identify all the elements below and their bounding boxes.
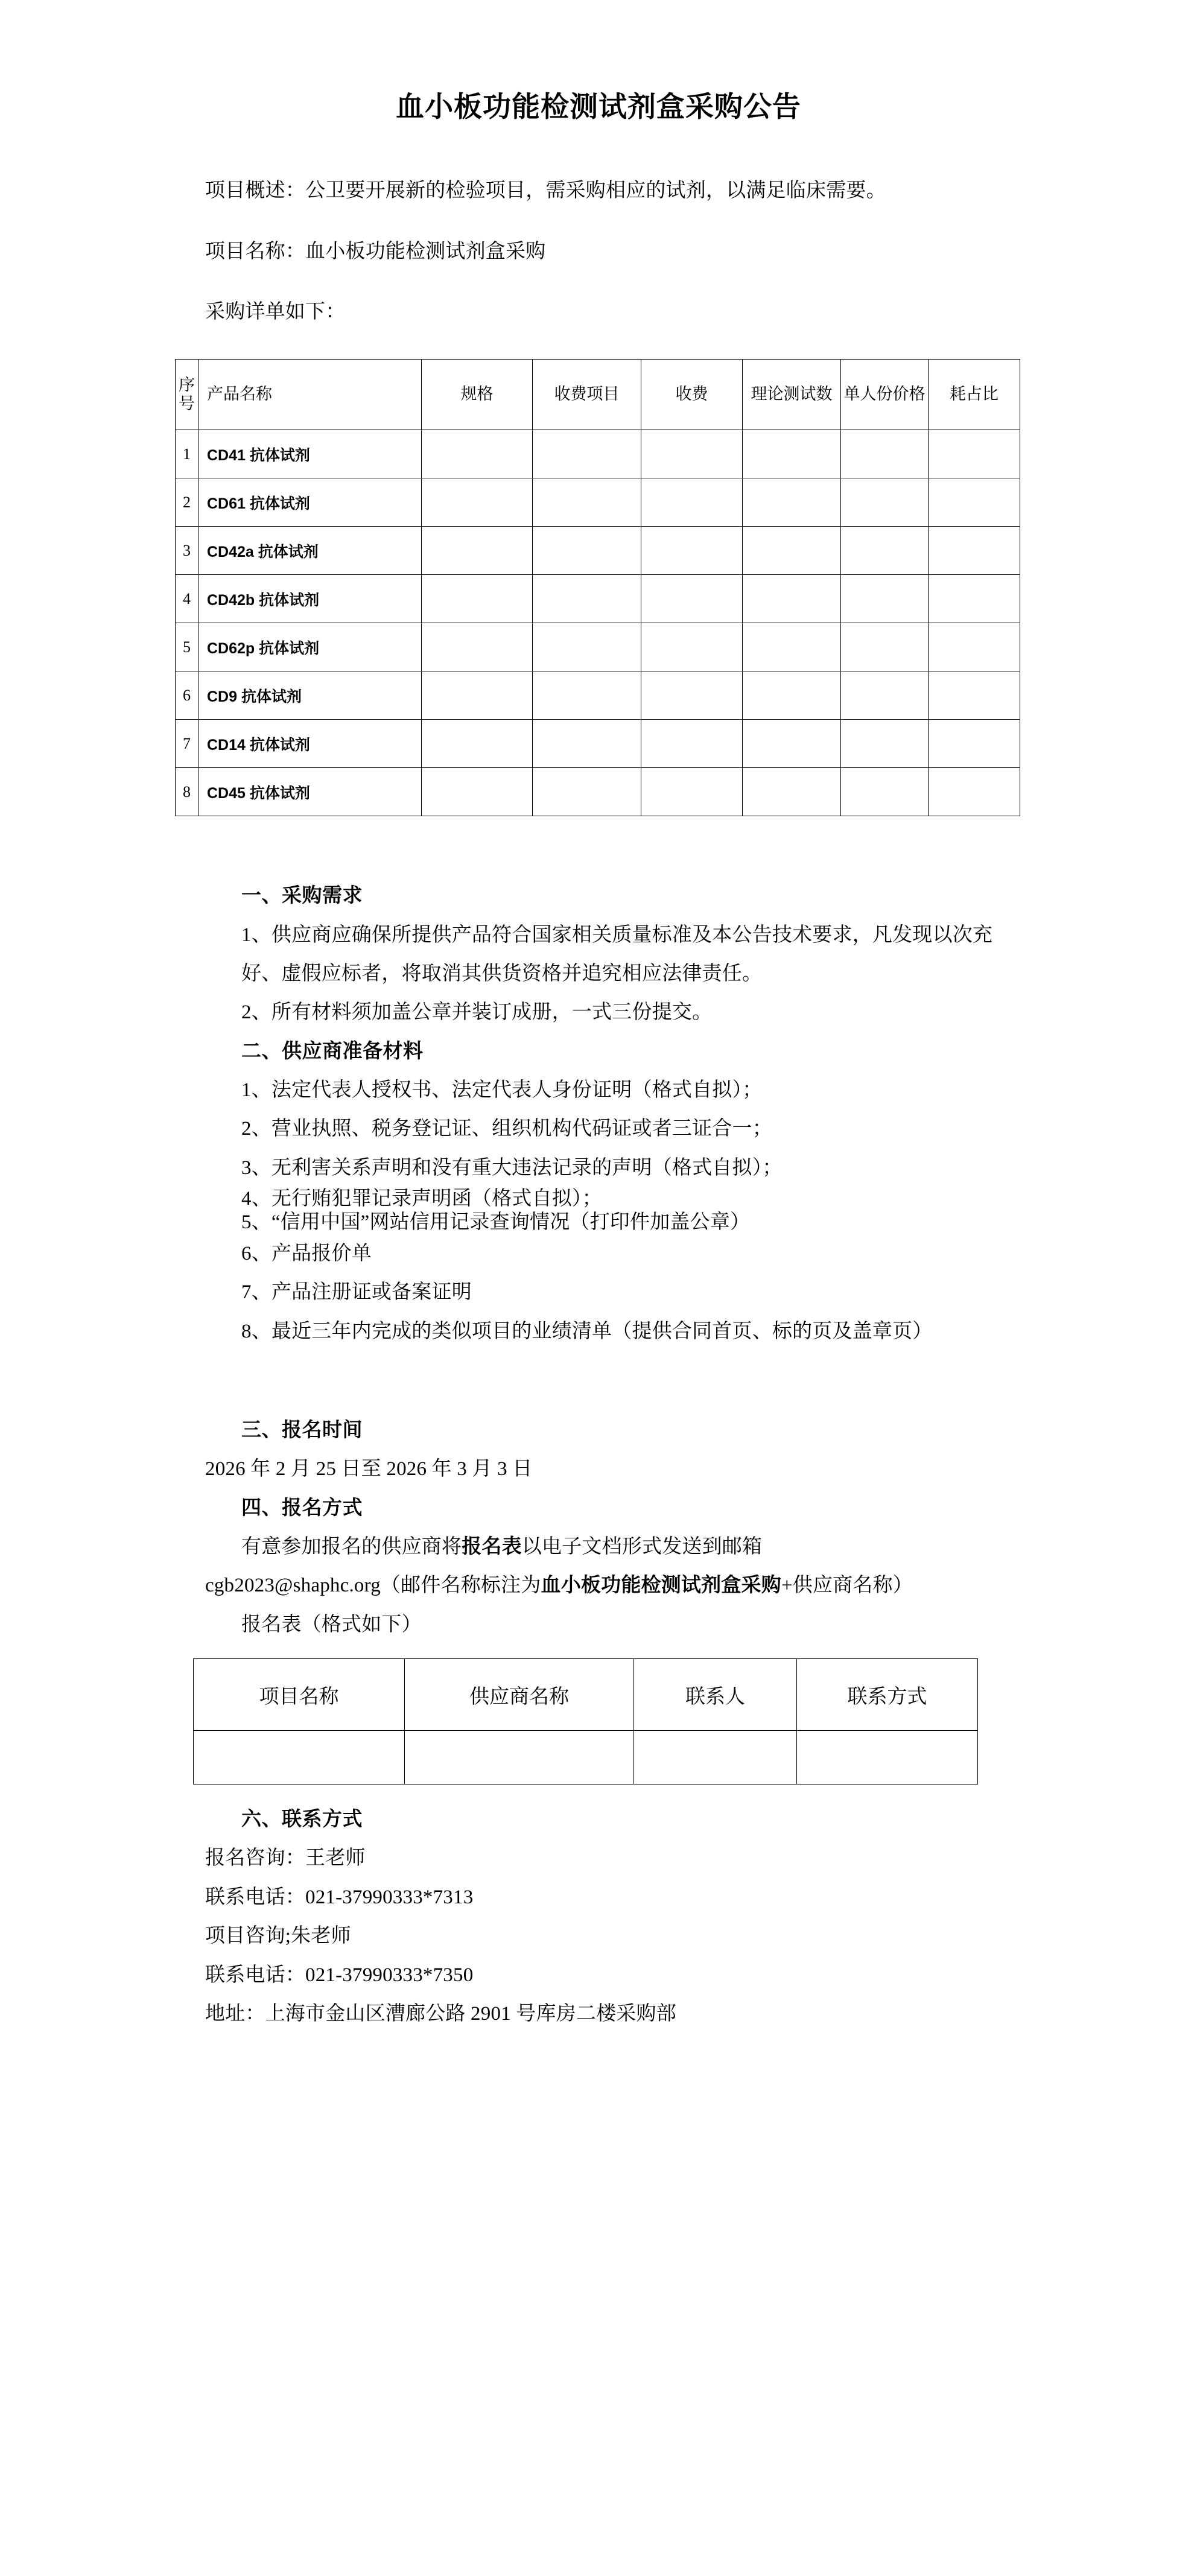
contact-line-phone-1: 联系电话：021-37990333*7313 xyxy=(205,1886,474,1908)
table-row xyxy=(176,720,1020,768)
cell-product-name: CD9 抗体试剂 xyxy=(198,671,422,720)
detail-intro-text: 采购详单如下： xyxy=(205,301,346,323)
project-name-text: 项目名称：血小板功能检测试剂盒采购 xyxy=(205,240,546,262)
registration-time-value: 2026 年 2 月 25 日至 2026 年 3 月 3 日 xyxy=(205,1458,533,1480)
column-header-fee: 收费 xyxy=(641,360,743,430)
email-subject-suffix: +供应商名称） xyxy=(781,1575,913,1597)
cell-ratio xyxy=(929,527,1020,575)
cell-index: 2 xyxy=(176,478,198,527)
cell-tests xyxy=(743,768,841,816)
cell-ratio xyxy=(929,623,1020,671)
cell-fee xyxy=(641,527,743,575)
section-heading-registration-method: 四、报名方式 xyxy=(241,1497,363,1519)
spacer xyxy=(0,1351,1197,1411)
cell-spec xyxy=(422,430,533,478)
cell-fee xyxy=(641,623,743,671)
cell-product-name: CD45 抗体试剂 xyxy=(198,768,422,816)
registration-form-label: 报名表（格式如下） xyxy=(241,1613,422,1635)
cell-fee xyxy=(641,671,743,720)
form-cell-contact-person[interactable] xyxy=(634,1731,797,1784)
cell-ratio xyxy=(929,430,1020,478)
cell-spec xyxy=(422,671,533,720)
cell-spec xyxy=(422,768,533,816)
table-row xyxy=(176,478,1020,527)
cell-fee xyxy=(641,430,743,478)
cell-fee-item xyxy=(533,671,641,720)
cell-index: 3 xyxy=(176,527,198,575)
registration-form-keyword: 报名表 xyxy=(462,1536,522,1558)
cell-tests xyxy=(743,478,841,527)
material-item-4: 4、无行贿犯罪记录声明函（格式自拟）； xyxy=(241,1188,602,1210)
cell-spec xyxy=(422,527,533,575)
cell-price xyxy=(841,720,929,768)
cell-fee xyxy=(641,768,743,816)
spacer xyxy=(0,816,1197,877)
product-table-container xyxy=(0,331,1197,816)
cell-product-name: CD61 抗体试剂 xyxy=(198,478,422,527)
cell-tests xyxy=(743,623,841,671)
cell-fee-item xyxy=(533,575,641,623)
registration-form-table xyxy=(193,1658,978,1784)
cell-fee xyxy=(641,575,743,623)
material-item-6: 6、产品报价单 xyxy=(241,1243,372,1265)
cell-tests xyxy=(743,527,841,575)
requirement-item-2: 2、所有材料须加盖公章并装订成册，一式三份提交。 xyxy=(241,1001,713,1024)
section-heading-registration-time: 三、报名时间 xyxy=(241,1420,363,1442)
cell-fee xyxy=(641,478,743,527)
cell-tests xyxy=(743,671,841,720)
cell-spec xyxy=(422,575,533,623)
cell-spec xyxy=(422,623,533,671)
cell-price xyxy=(841,671,929,720)
section-heading-materials: 二、供应商准备材料 xyxy=(241,1040,424,1062)
cell-tests xyxy=(743,430,841,478)
column-header-consumable-ratio: 耗占比 xyxy=(929,360,1020,430)
cell-index: 8 xyxy=(176,768,198,816)
cell-product-name: CD42b 抗体试剂 xyxy=(198,575,422,623)
cell-fee-item xyxy=(533,768,641,816)
table-row xyxy=(176,623,1020,671)
page-title: 血小板功能检测试剂盒采购公告 xyxy=(396,92,801,123)
table-row xyxy=(176,575,1020,623)
contact-line-address: 地址：上海市金山区漕廊公路 2901 号库房二楼采购部 xyxy=(205,2002,676,2025)
table-header-row xyxy=(194,1659,978,1731)
form-column-header-project-name: 项目名称 xyxy=(194,1659,405,1731)
table-row xyxy=(176,430,1020,478)
form-cell-project-name[interactable] xyxy=(194,1731,405,1784)
cell-product-name: CD41 抗体试剂 xyxy=(198,430,422,478)
cell-spec xyxy=(422,478,533,527)
email-subject-project-name: 血小板功能检测试剂盒采购 xyxy=(541,1575,781,1597)
material-item-7: 7、产品注册证或备案证明 xyxy=(241,1281,472,1304)
contact-email-address: cgb2023@shaphc.org xyxy=(205,1575,381,1597)
registration-form-container xyxy=(0,1644,1197,1784)
cell-index: 1 xyxy=(176,430,198,478)
cell-tests xyxy=(743,720,841,768)
table-row xyxy=(194,1731,978,1784)
table-row xyxy=(176,671,1020,720)
cell-index: 6 xyxy=(176,671,198,720)
cell-index: 7 xyxy=(176,720,198,768)
material-item-8: 8、最近三年内完成的类似项目的业绩清单（提供合同首页、标的页及盖章页） xyxy=(241,1320,933,1342)
table-row xyxy=(176,768,1020,816)
cell-fee-item xyxy=(533,623,641,671)
cell-ratio xyxy=(929,671,1020,720)
column-header-product-name: 产品名称 xyxy=(198,360,422,430)
registration-method-line-1 xyxy=(0,1528,1197,1566)
product-table xyxy=(175,359,1020,816)
method-text-prefix: 有意参加报名的供应商将 xyxy=(241,1536,462,1558)
registration-method-line-2 xyxy=(0,1566,1197,1605)
email-subject-prefix: （邮件名称标注为 xyxy=(380,1575,541,1597)
cell-price xyxy=(841,430,929,478)
cell-product-name: CD14 抗体试剂 xyxy=(198,720,422,768)
cell-ratio xyxy=(929,575,1020,623)
cell-price xyxy=(841,527,929,575)
form-column-header-contact-method: 联系方式 xyxy=(797,1659,978,1731)
cell-ratio xyxy=(929,720,1020,768)
cell-fee-item xyxy=(533,478,641,527)
material-item-5: 5、“信用中国”网站信用记录查询情况（打印件加盖公章） xyxy=(241,1211,751,1234)
column-header-unit-price: 单人份价格 xyxy=(841,360,929,430)
column-header-spec: 规格 xyxy=(422,360,533,430)
cell-ratio xyxy=(929,478,1020,527)
form-cell-contact-method[interactable] xyxy=(797,1731,978,1784)
contact-line-phone-2: 联系电话：021-37990333*7350 xyxy=(205,1964,474,1986)
cell-price xyxy=(841,575,929,623)
cell-tests xyxy=(743,575,841,623)
spacer xyxy=(0,1784,1197,1800)
cell-fee xyxy=(641,720,743,768)
contact-line-registration-inquiry: 报名咨询：王老师 xyxy=(205,1847,366,1870)
form-cell-supplier-name[interactable] xyxy=(405,1731,634,1784)
column-header-theoretical-tests: 理论测试数 xyxy=(743,360,841,430)
table-header-row xyxy=(176,360,1020,430)
cell-price xyxy=(841,623,929,671)
requirement-item-1: 1、供应商应确保所提供产品符合国家相关质量标准及本公告技术要求，凡发现以次充好、虚假应标者，将取消其供货资格并追究相应法律责任。 xyxy=(241,924,993,985)
contact-line-project-inquiry: 项目咨询;朱老师 xyxy=(205,1925,351,1947)
cell-fee-item xyxy=(533,430,641,478)
form-column-header-contact-person: 联系人 xyxy=(634,1659,797,1731)
cell-product-name: CD42a 抗体试剂 xyxy=(198,527,422,575)
cell-price xyxy=(841,478,929,527)
material-item-1: 1、法定代表人授权书、法定代表人身份证明（格式自拟）； xyxy=(241,1079,763,1102)
section-heading-contact: 六、联系方式 xyxy=(241,1809,363,1831)
material-item-3: 3、无利害关系声明和没有重大违法记录的声明（格式自拟）； xyxy=(241,1156,783,1179)
cell-index: 5 xyxy=(176,623,198,671)
section-heading-requirements: 一、采购需求 xyxy=(241,885,363,907)
cell-product-name: CD62p 抗体试剂 xyxy=(198,623,422,671)
column-header-fee-item: 收费项目 xyxy=(533,360,641,430)
material-item-2: 2、营业执照、税务登记证、组织机构代码证或者三证合一； xyxy=(241,1118,772,1140)
cell-price xyxy=(841,768,929,816)
cell-fee-item xyxy=(533,720,641,768)
project-overview-text: 项目概述：公卫要开展新的检验项目，需采购相应的试剂，以满足临床需要。 xyxy=(205,180,886,202)
cell-ratio xyxy=(929,768,1020,816)
method-text-suffix: 以电子文档形式发送到邮箱 xyxy=(521,1536,763,1558)
table-row xyxy=(176,527,1020,575)
cell-spec xyxy=(422,720,533,768)
form-column-header-supplier-name: 供应商名称 xyxy=(405,1659,634,1731)
column-header-index: 序号 xyxy=(176,360,198,430)
cell-fee-item xyxy=(533,527,641,575)
cell-index: 4 xyxy=(176,575,198,623)
